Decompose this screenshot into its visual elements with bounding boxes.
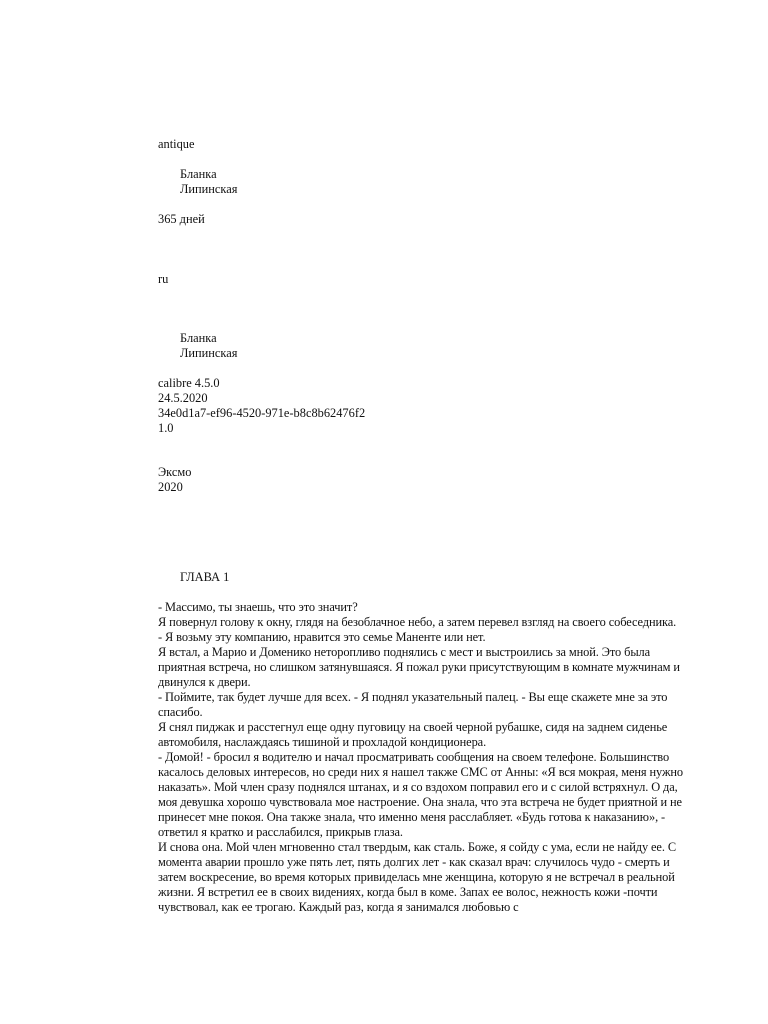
author-block — [180, 167, 237, 197]
doc-author-last-name: Липинская — [180, 346, 238, 360]
publish-year: 2020 — [158, 480, 183, 494]
chapter-body — [158, 600, 688, 915]
paragraph: Я встал, а Марио и Доменико неторопливо поднялись с мест и выстроились за мной. Это была приятная встреча, но слишком затянувшаяся. Я пожал руки присутствующим в комнате мужчинам и двинулся к двери. — [158, 645, 680, 689]
chapter-title: ГЛАВА 1 — [180, 570, 230, 584]
language-code: ru — [158, 272, 169, 286]
book-title: 365 дней — [158, 212, 205, 226]
paragraph: - Поймите, так будет лучше для всех. - Я поднял указательный палец. - Вы еще скажете мне за это спасибо. — [158, 690, 668, 719]
publish-info-block — [158, 465, 191, 495]
paragraph: - Я возьму эту компанию, нравится это семье Маненте или нет. — [158, 630, 486, 644]
author-first-name: Бланка — [180, 167, 217, 181]
document-date: 24.5.2020 — [158, 391, 208, 405]
genre-text: antique — [158, 137, 195, 151]
paragraph: Я снял пиджак и расстегнул еще одну пуговицу на своей черной рубашке, сидя на заднем сиденье автомобиля, наслаждаясь тишиной и прохладой кондиционера. — [158, 720, 668, 749]
paragraph: - Домой! - бросил я водителю и начал просматривать сообщения на своем телефоне. Большинство касалось деловых интересов, но среди них я нашел также СМС от Анны: «Я вся мокрая, меня нужно наказать». Мой член сразу поднялся штанах, и я со вздохом поправил его и с силой встряхнул. О да, моя девушка хорошо чувствовала мое настроение. Она знала, что эта встреча не будет приятной и не принесет мне покоя. Она также знала, что именно меня расслабляет. «Будь готова к наказанию», - ответил я кратко и расслабился, прикрыв глаза. — [158, 750, 684, 839]
document-author-block — [180, 331, 237, 361]
document-info-block — [158, 376, 365, 436]
program-used: calibre 4.5.0 — [158, 376, 220, 390]
paragraph: И снова она. Мой член мгновенно стал твердым, как сталь. Боже, я сойду с ума, если не найду ее. С момента аварии прошло уже пять лет, пять долгих лет - как сказал врач: случилось чудо - смерть и затем воскресение, во время которых привиделась мне женщина, которую я не встречал в реальной жизни. Я встретил ее в своих видениях, когда был в коме. Запах ее волос, нежность кожи -почти чувствовал, как ее трогаю. Каждый раз, когда я занимался любовью с — [158, 840, 676, 914]
doc-author-first-name: Бланка — [180, 331, 217, 345]
publisher-name: Эксмо — [158, 465, 192, 479]
document-version: 1.0 — [158, 421, 174, 435]
paragraph: - Массимо, ты знаешь, что это значит? — [158, 600, 358, 614]
document-id: 34e0d1a7-ef96-4520-971e-b8c8b62476f2 — [158, 406, 366, 420]
paragraph: Я повернул голову к окну, глядя на безоблачное небо, а затем перевел взгляд на своего собеседника. — [158, 615, 677, 629]
author-last-name: Липинская — [180, 182, 238, 196]
